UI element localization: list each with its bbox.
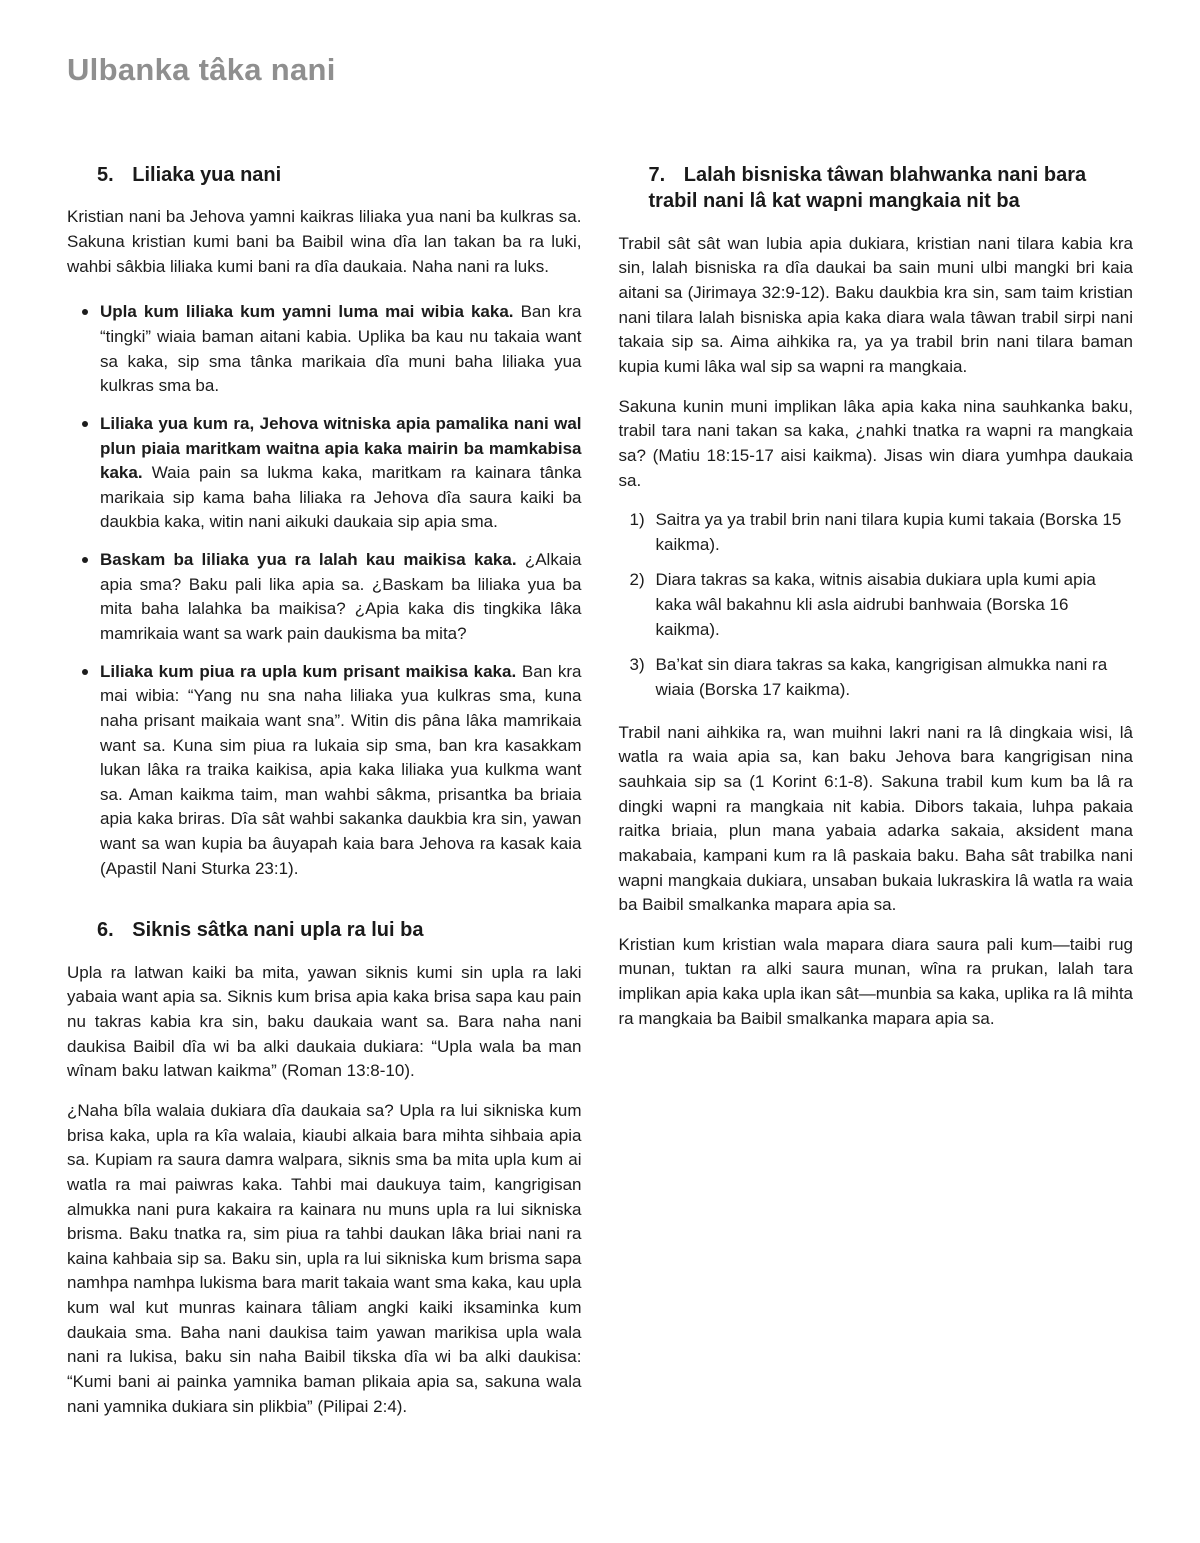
section-5-title: Liliaka yua nani: [132, 164, 282, 186]
page-title: Ulbanka tâka nani: [67, 52, 336, 87]
section-7-number: 7.: [648, 164, 666, 186]
bullet-item: [67, 548, 582, 647]
numbered-item: [630, 653, 1134, 702]
bullet-text: Waia pain sa lukma kaka, maritkam ra kainara tânka marikaia sip kama baha liliaka ra Jehova dîa saura kaiki ba daukbia kaka, witin nani aikuki daukaia sip apia sma.: [100, 463, 582, 532]
bullet-text: ¿Alkaia apia sma? Baku pali lika apia sa. ¿Baskam ba liliaka yua ba mita baha lalahka ba maikisa? ¿Apia kaka dis tingkika lâka mamrikaia want sa wark pain daukisma ba mita?: [100, 550, 582, 643]
section-6-heading: [67, 917, 582, 943]
section-5-intro-paragraph: Kristian nani ba Jehova yamni kaikras liliaka yua nani ba kulkras sa. Sakuna kristian kumi bani ba Baibil wina dîa lan takan ba ra luki, wahbi sâkbia liliaka kumi bani ra dîa daukaia. Naha nani ra luks.: [67, 207, 582, 276]
section-5-heading: [67, 162, 582, 188]
numbered-item-text: Diara takras sa kaka, witnis aisabia dukiara upla kumi apia kaka wâl bakahnu kli asla aidrubi banhwaia (Borska 16 kaikma).: [655, 570, 1096, 639]
section-7-paragraph: Trabil nani aihkika ra, wan muihni lakri nani ra lâ dingkaia wisi, lâ watla ra waia apia sa, kan baku Jehova bara kangrigisan nina sauhkaia sip sa (1 Korint 6:1-8). Sakuna trabil kum kum ba lâ ra dingki wapni ra mangkaia nit kabia. Dibors takaia, luhpa pakaia raitka briaia, plun mana yabaia adarka sakaia, aksident mana makabaia, kampani kum ra lâ paskaia baku. Baha sât trabilka nani wapni mangkaia dukiara, unsaban bukaia lukraskira lâ watla ra waia ba Baibil smalkanka mapara apia sa.: [618, 722, 1133, 915]
numbered-item-text: Ba’kat sin diara takras sa kaka, kangrigisan almukka nani ra wiaia (Borska 17 kaikma).: [655, 655, 1108, 700]
bullet-lead: Liliaka yua kum ra, Jehova witniska apia pamalika nani wal plun piaia maritkam waitna apia kaka mairin ba mamkabisa kaka.: [100, 413, 582, 483]
section-7-numbered-list: [619, 508, 1134, 702]
bullet-text: Ban kra mai wibia: “Yang nu sna naha liliaka yua kulkras sma, kuna naha prisant maikaia want sna”. Witin dis pâna lâka mamrikaia want sa. Kuna sim piua ra lukaia sip sma, ban kra kasakkam lukan lâka ra traika kaikisa, apia kaka liliaka yua kulkma want sa. Aman kaikma taim, man wahbi sâkma, prisantka ba briaia apia kaka briras. Dîa sât wahbi sakanka daukbia kra sin, yawan want sa wan kupia ba âuyapah kaia bara Jehova ra kasak kaia (Apastil Nani Sturka 23:1).: [100, 661, 582, 878]
two-column-layout: [67, 162, 1133, 1434]
numbered-item: [630, 508, 1134, 557]
numbered-item: [630, 568, 1134, 642]
bullet-lead: Upla kum liliaka kum yamni luma mai wibia kaka.: [100, 302, 514, 322]
section-7-paragraph: Kristian kum kristian wala mapara diara saura pali kum—taibi rug munan, tuktan ra alki saura munan, wîna ra prukan, lalah tara implikan apia kaka upla ikan sât—munbia sa kaka, uplika ra lâ mihta ra mangkaia ba Baibil smalkanka mapara apia sa.: [618, 934, 1133, 1028]
numbered-item-text: Saitra ya ya trabil brin nani tilara kupia kumi takaia (Borska 15 kaikma).: [655, 510, 1122, 554]
bullet-item: [67, 300, 582, 399]
numbered-item-number: 2): [629, 570, 645, 590]
section-6-title: Siknis sâtka nani upla ra lui ba: [132, 919, 424, 942]
right-column: [619, 162, 1134, 1434]
section-5-bullet-list: [67, 300, 582, 881]
left-column: [67, 162, 582, 1434]
section-6-paragraph: Upla ra latwan kaiki ba mita, yawan siknis kumi sin upla ra laki yabaia want apia sa. Siknis kum brisa apia kaka brisa sapa kau pain nu takras kabia kra sin, baku daukaia want sa. Bara naha nani daukisa Baibil dîa wi ba alki daukaia dukiara: “Upla wala ba man wînam baku latwan kaikma” (Roman 13:8-10).: [67, 962, 582, 1081]
bullet-item: [67, 660, 582, 882]
section-7-title: Lalah bisniska tâwan blahwanka nani bara trabil nani lâ kat wapni mangkaia nit ba: [648, 164, 1087, 213]
numbered-item-number: 3): [629, 655, 645, 675]
section-7-heading: [619, 162, 1134, 215]
bullet-text: Ban kra “tingki” wiaia baman aitani kabia. Uplika ba kau nu takaia want sa kaka, sip sma tânka marikaia dîa muni baha liliaka yua kulkras sma ba.: [100, 302, 582, 396]
numbered-item-number: 1): [629, 510, 645, 530]
bullet-lead: Baskam ba liliaka yua ra lalah kau maikisa kaka.: [100, 550, 517, 570]
section-5-number: 5.: [97, 164, 114, 186]
section-7-paragraph: Sakuna kunin muni implikan lâka apia kaka nina sauhkanka baku, trabil tara nani takan sa kaka, ¿nahki tnatka ra wapni ra mangkaia sa? (Matiu 18:15-17 aisi kaikma). Jisas win diara yumhpa daukaia sa.: [618, 396, 1133, 490]
bullet-lead: Liliaka kum piua ra upla kum prisant maikisa kaka.: [100, 661, 517, 681]
section-6-paragraph: ¿Naha bîla walaia dukiara dîa daukaia sa? Upla ra lui sikniska kum brisa kaka, upla ra kîa walaia, kiaubi alkaia bara mihta sihbaia apia sa. Kupiam ra saura damra walpara, siknis sma ba mita upla kum ai watla ra mai paiwras kaka. Tahbi mai daukuya taim, kangrigisan almukka nani pura kakaira ra kainara nu muns upla ra lui sikniska brisma. Baku tnatka ra, sim piua ra tahbi daukan lâka briai nani ra kaina kahbaia sip sa. Baku sin, upla ra lui sikniska kum brisma sapa namhpa namhpa lukisma bara marit takaia want sma kaka, kau upla kum wal kut munras kainara tâliam angki kaiki iksaminka kum daukaia sma. Baha nani daukisa taim yawan marikisa upla wala nani ra lukisa, baku sin naha Baibil tikska dîa wi ba alki daukisa: “Kumi bani ai painka yamnika baman plikaia apia sa, sakuna wala nani yamnika dukiara sin plikbia” (Pilipai 2:4).: [67, 1101, 582, 1416]
section-6-number: 6.: [97, 919, 114, 942]
section-7-paragraph: Trabil sât sât wan lubia apia dukiara, kristian nani tilara kabia kra sin, lalah bisniska ra dîa daukai ba sain muni ulbi mangki bri kaia aitani sa (Jirimaya 32:9-12). Baku daukbia kra sin, sam taim kristian nani tilara lalah bisniska apia kaka diara wala tâwan trabil sirpi nani takaia sip sa. Aima aihkika ra, ya ya trabil brin nani tilara baman kupia kumi lâka wal sip sa wapni ra mangkaia.: [618, 233, 1133, 376]
bullet-item: [67, 412, 582, 535]
